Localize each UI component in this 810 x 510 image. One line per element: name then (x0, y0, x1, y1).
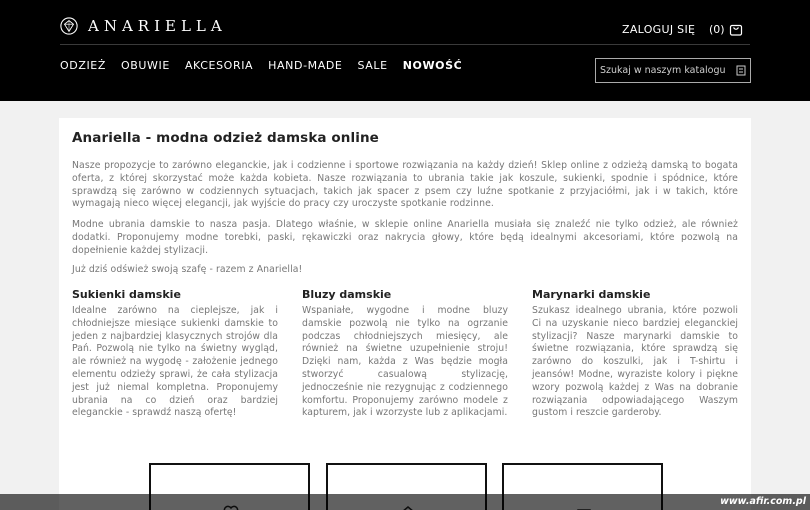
nav-item-sale[interactable]: SALE (357, 59, 388, 72)
watermark-text: www.afir.com.pl (720, 496, 806, 507)
nav-item-obuwie[interactable]: OBUWIE (121, 59, 170, 72)
watermark-bar (0, 494, 810, 510)
search-input[interactable] (600, 59, 732, 82)
nav-item-nowosc[interactable]: NOWOŚĆ (402, 59, 463, 72)
intro-paragraph-3: Już dziś odśwież swoją szafę - razem z Anariella! (72, 264, 303, 275)
intro-paragraph-1: Nasze propozycje to zarówno eleganckie, jak i codzienne i sportowe rozwiązania na każdy dzień! Sklep online z odzieżą damską to bogata oferta, z której skorzystać może każda kobieta. Nasze rozwiązania to ubrania takie jak koszule, sukienki, spodnie i spódnice, które sprawdzą się zarówno w codziennych sytuacjach, takich jak spacer z psem czy luźne spotkanie z przyjaciółmi, jak i w takich, które wymagają nieco więcej elegancji, jak wyjście do pracy czy uroczyste spotkanie rodzinne. (72, 160, 738, 210)
login-link[interactable]: ZALOGUJ SIĘ (622, 23, 696, 36)
site-header (0, 0, 810, 101)
logo[interactable] (60, 15, 227, 37)
intro-paragraph-2: Modne ubrania damskie to nasza pasja. Dlatego właśnie, w sklepie online Anariella musiała się znaleźć nie tylko odzież, ale również dodatki. Proponujemy modne torebki, paski, rękawiczki oraz nakrycia głowy, które będą idealnymi akcesoriami, które pozwolą na dopełnienie każdej stylizacji. (72, 219, 738, 256)
column-text-sukienki: Idealne zarówno na cieplejsze, jak i chłodniejsze miesiące sukienki damskie to jeden z najbardziej klasycznych strojów dla Pań. Pozwolą nie tylko na świetny wygląd, ale również na wygodę - założenie jednego elementu odzieży sprawi, że cała stylizacja jest już niemal kompletna. Proponujemy ubrania na co dzień oraz bardziej eleganckie - sprawdź naszą ofertę! (72, 305, 278, 419)
content-card (59, 118, 751, 510)
gem-icon (60, 17, 78, 35)
cart-count: (0) (709, 22, 725, 36)
column-text-marynarki: Szukasz idealnego ubrania, które pozwoli Ci na uzyskanie nieco bardziej eleganckiej stylizacji? Nasze marynarki damskie to świetne rozwiązania, które sprawdzą się zarówno do koszulki, jak i T-shirtu i jeansów! Modne, wyraziste kolory i piękne wzory pozwolą każdej z Was na dobranie rozwiązania odpowiadającego Waszym gustom i reszcie garderoby. (532, 305, 738, 419)
nav-item-hand-made[interactable]: HAND-MADE (268, 59, 343, 72)
nav-item-odziez[interactable]: ODZIEŻ (60, 59, 106, 72)
page-title: Anariella - modna odzież damska online (72, 130, 379, 146)
main-nav (60, 59, 477, 72)
column-title-marynarki: Marynarki damskie (532, 288, 651, 301)
cart-button[interactable] (709, 22, 743, 36)
search-box (595, 58, 751, 83)
column-title-sukienki: Sukienki damskie (72, 288, 181, 301)
search-icon[interactable] (736, 65, 746, 76)
column-text-bluzy: Wspaniałe, wygodne i modne bluzy damskie pozwolą nie tylko na ogrzanie podczas chłodniejszych miesięcy, ale również na świetne uzupełnienie stroju! Dzięki nam, każda z Was będzie mogła stworzyć casualową stylizację, jednocześnie nie rezygnując z codziennego komfortu. Proponujemy zarówno modele z kapturem, jak i wzorzyste lub z aplikacjami. (302, 305, 508, 419)
column-title-bluzy: Bluzy damskie (302, 288, 392, 301)
header-divider (60, 44, 750, 45)
logo-text: ANARIELLA (88, 17, 227, 35)
nav-item-akcesoria[interactable]: AKCESORIA (184, 59, 254, 72)
shopping-bag-icon (729, 22, 743, 36)
